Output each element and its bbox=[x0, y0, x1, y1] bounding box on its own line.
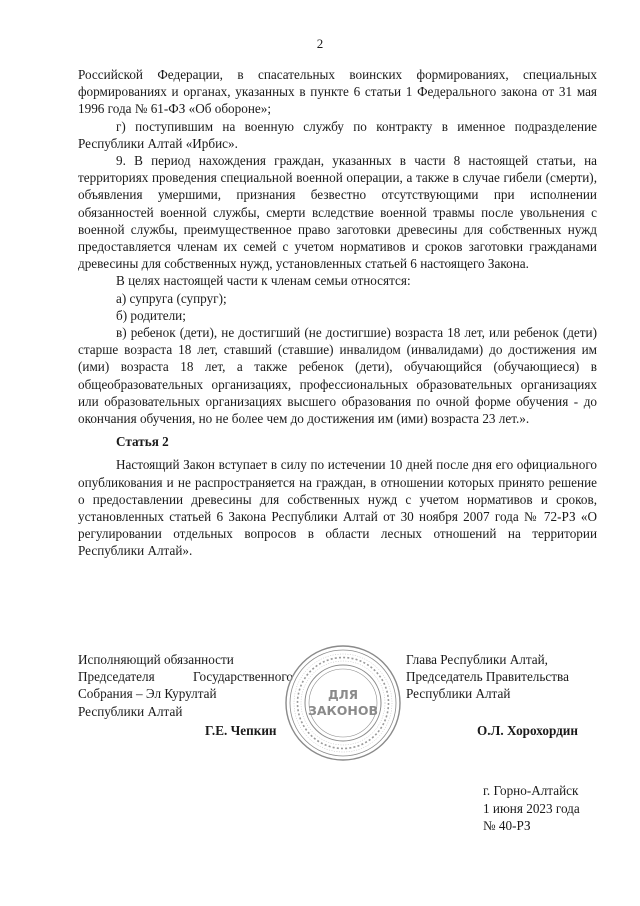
right-title-line: Председатель Правительства bbox=[406, 669, 569, 685]
paragraph-continuation: Российской Федерации, в спасательных воинских формированиях, специальных формированиях и органах, указанных в пункте 6 статьи 1 Федерального закона от 31 мая 1996 года № 61-ФЗ «Об обороне»; bbox=[78, 67, 597, 117]
stamp-text-line2: ЗАКОНОВ bbox=[307, 703, 379, 718]
footer-law-number: № 40-РЗ bbox=[483, 818, 531, 833]
footer-city: г. Горно-Алтайск bbox=[483, 783, 579, 798]
signature-block-left bbox=[78, 651, 293, 720]
paragraph-item-a: а) супруга (супруг); bbox=[116, 290, 227, 306]
stamp-text-line1: ДЛЯ bbox=[328, 688, 358, 702]
page-number: 2 bbox=[316, 36, 324, 51]
paragraph-article-2: Настоящий Закон вступает в силу по истечении 10 дней после дня его официального опубликования и не распространяется на граждан, в отношении которых принято решение о предоставлении древесины для собственных нужд с учетом нормативов и сроков, установленных статьей 6 Закона Республики Алтай от 30 ноября 2007 года № 72-РЗ «О регулировании отдельных вопросов в области лесных отношений на территории Республики Алтай». bbox=[78, 457, 597, 559]
signer-name-left: Г.Е. Чепкин bbox=[205, 723, 277, 738]
paragraph-item-g: г) поступившим на военную службу по контракту в именное подразделение Республики Алтай «Ирбис». bbox=[78, 118, 597, 151]
signature-block-right bbox=[406, 651, 606, 703]
right-title-line: Республики Алтай bbox=[406, 686, 511, 702]
left-title-line: Собрания – Эл Курултай bbox=[78, 686, 217, 702]
paragraph-item-v: в) ребенок (дети), не достигший (не достигшие) возраста 18 лет, или ребенок (дети) старше возраста 18 лет, ставший (ставшие) инвалидом (инвалидами) до достижения им (ими) возраста 18 лет, а также ребенок (дети), обучающийся (обучающиеся) в общеобразовательных организациях, профессиональных образовательных организациях или образовательных организациях высшего образования по очной форме обучения - до окончания обучения, но не более чем до достижения им (ими) возраста 23 лет.». bbox=[78, 325, 597, 427]
footer-date: 1 июня 2023 года bbox=[483, 800, 580, 816]
document-footer bbox=[483, 782, 580, 835]
left-title-line: Республики Алтай bbox=[78, 703, 183, 719]
paragraph-family-members-intro: В целях настоящей части к членам семьи относятся: bbox=[116, 273, 411, 289]
signer-name-right: О.Л. Хорохордин bbox=[477, 723, 578, 738]
paragraph-part-9: 9. В период нахождения граждан, указанных в части 8 настоящей статьи, на территориях проведения специальной военной операции, а также в случае гибели (смерти), объявления умершими, признания безвестно отсутствующими при исполнении обязанностей военной службы, смерти вследствие военной травмы после увольнения с военной службы, преимущественное право заготовки древесины для собственных нужд предоставляется членам их семей с учетом нормативов и сроков заготовки гражданами древесины для собственных нужд, установленных статьей 6 настоящего Закона. bbox=[78, 153, 597, 272]
right-title-line: Глава Республики Алтай, bbox=[406, 652, 548, 667]
left-title-line: Исполняющий обязанности bbox=[78, 652, 234, 667]
paragraph-item-b: б) родители; bbox=[116, 307, 186, 323]
official-seal-stamp bbox=[283, 643, 403, 763]
law-body bbox=[78, 66, 597, 560]
article-2-heading: Статья 2 bbox=[116, 434, 169, 450]
left-title-line: Председателя Государственного bbox=[78, 669, 293, 685]
